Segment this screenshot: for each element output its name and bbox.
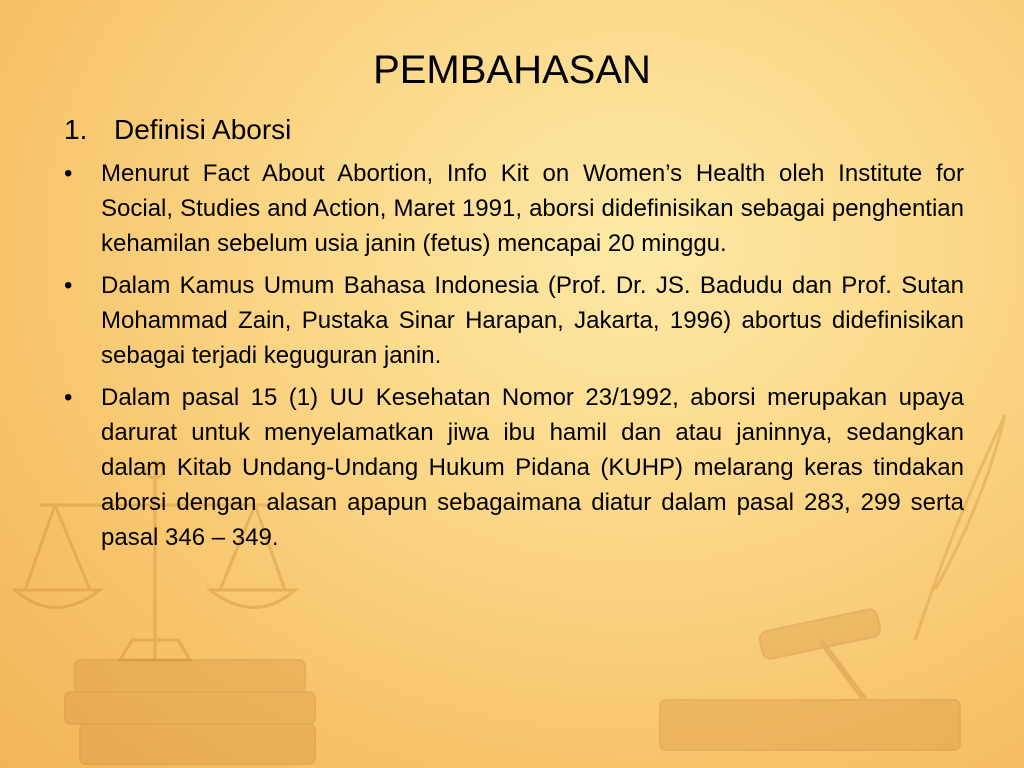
gavel-icon [660,608,960,750]
bullet-text: Dalam pasal 15 (1) UU Kesehatan Nomor 23/1992, aborsi merupakan upaya darurat untuk menyelamatkan jiwa ibu hamil dan atau janinnya, sedangkan dalam Kitab Undang-Undang Hukum Pidana (KUHP) melarang keras tindakan aborsi dengan alasan apapun sebagaimana diatur dalam pasal 283, 299 serta pasal 346 – 349. [101,384,964,551]
bullet-item [64,156,964,261]
bullet-list [64,156,964,562]
law-books-icon [65,660,315,764]
bullet-marker: • [64,272,73,299]
slide-title: PEMBAHASAN [373,48,651,92]
section-number: 1. [64,114,88,145]
section-label: Definisi Aborsi [114,114,292,145]
bullet-text: Dalam Kamus Umum Bahasa Indonesia (Prof. Dr. JS. Badudu dan Prof. Sutan Mohammad Zain, Pustaka Sinar Harapan, Jakarta, 1996) abortus didefinisikan sebagai terjadi keguguran janin. [101,272,964,369]
bullet-text: Menurut Fact About Abortion, Info Kit on Women’s Health oleh Institute for Social, Studies and Action, Maret 1991, aborsi didefinisikan sebagai penghentian kehamilan sebelum usia janin (fetus) mencapai 20 minggu. [101,160,964,257]
bullet-marker: • [64,160,73,187]
bullet-marker: • [64,384,73,411]
bullet-item [64,380,964,555]
bullet-item [64,268,964,373]
section-heading [64,112,291,148]
